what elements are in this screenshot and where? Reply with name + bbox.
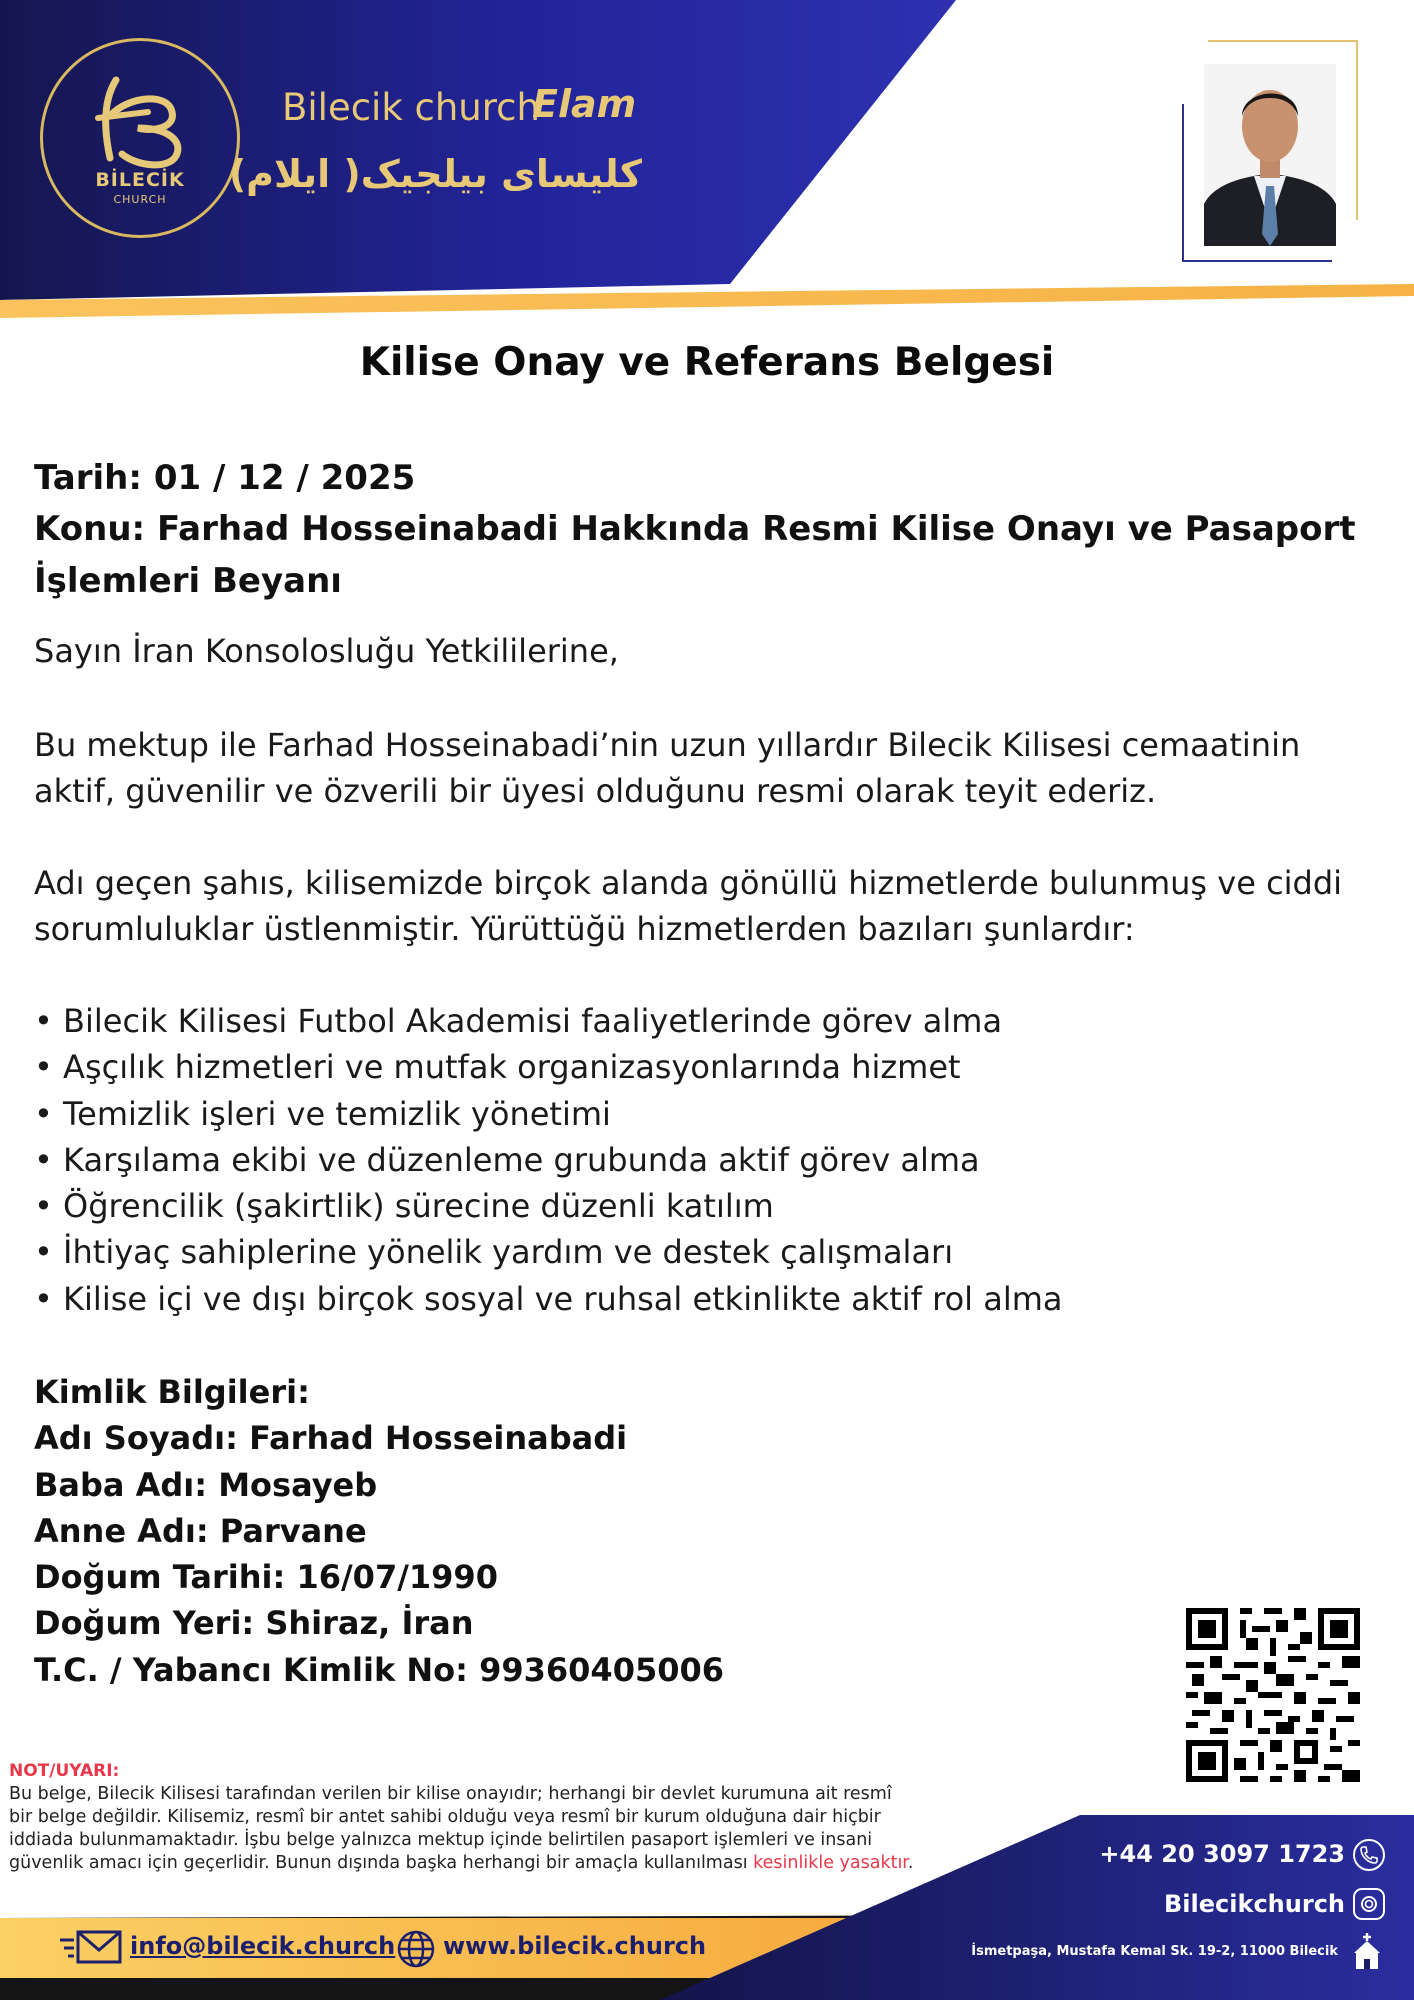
church-icon (1350, 1932, 1384, 1970)
paragraph-2-line2: sorumluluklar üstlenmiştir. Yürüttüğü hizmetlerden bazıları şunlardır: (34, 910, 1135, 948)
brand-elam: Elam (532, 82, 637, 126)
document-date: Tarih: 01 / 12 / 2025 (34, 458, 416, 498)
brand-name-persian: کلیسای بیلجیک( ایلام) (228, 152, 642, 196)
footer-phone[interactable]: +44 20 3097 1723 (1099, 1840, 1345, 1868)
service-item: • Aşçılık hizmetleri ve mutfak organizasyonlarında hizmet (34, 1048, 961, 1086)
document-subject-line2: İşlemleri Beyanı (34, 561, 342, 601)
service-item: • Temizlik işleri ve temizlik yönetimi (34, 1095, 611, 1133)
notice-line: bir belge değildir. Kilisemiz, resmî bir antet sahibi olduğu veya resmî bir kurum olduğuna dair hiçbir (9, 1807, 881, 1827)
service-item: • Öğrencilik (şakirtlik) sürecine düzenli katılım (34, 1187, 774, 1225)
service-item: • Kilise içi ve dışı birçok sosyal ve ruhsal etkinlikte aktif rol alma (34, 1280, 1063, 1318)
instagram-icon (1352, 1887, 1386, 1921)
logo-subtext: CHURCH (113, 193, 167, 206)
paragraph-2-line1: Adı geçen şahıs, kilisemizde birçok alanda gönüllü hizmetlerde bulunmuş ve ciddi (34, 864, 1343, 902)
service-item: • Karşılama ekibi ve düzenleme grubunda aktif görev alma (34, 1141, 980, 1179)
identity-mother: Anne Adı: Parvane (34, 1512, 367, 1550)
logo-wordmark: BİLECİK (95, 169, 185, 191)
footer-website-link[interactable]: www.bilecik.church (443, 1932, 707, 1960)
footer-email-link[interactable]: info@bilecik.church (130, 1932, 396, 1960)
document-title: Kilise Onay ve Referans Belgesi (359, 340, 1055, 385)
footer-address: İsmetpaşa, Mustafa Kemal Sk. 19-2, 11000 Bilecik (971, 1944, 1338, 1959)
qr-code[interactable] (1186, 1608, 1360, 1782)
service-item: • İhtiyaç sahiplerine yönelik yardım ve destek çalışmaları (34, 1233, 954, 1271)
portrait-photo (1204, 64, 1336, 246)
church-logo-icon (88, 66, 198, 176)
salutation: Sayın İran Konsolosluğu Yetkililerine, (34, 632, 619, 670)
mail-icon (58, 1928, 124, 1968)
notice-emphasis: kesinlikle yasaktır (753, 1853, 908, 1873)
notice-heading: NOT/UYARI: (9, 1761, 120, 1781)
identity-name: Adı Soyadı: Farhad Hosseinabadi (34, 1419, 628, 1457)
identity-father: Baba Adı: Mosayeb (34, 1466, 378, 1504)
identity-birth-date: Doğum Tarihi: 16/07/1990 (34, 1558, 498, 1596)
identity-heading: Kimlik Bilgileri: (34, 1373, 310, 1411)
brand-name-english: Bilecik church (282, 86, 540, 129)
identity-id-number: T.C. / Yabancı Kimlik No: 99360405006 (34, 1651, 725, 1689)
notice-line: iddiada bulunmamaktadır. İşbu belge yalnızca mektup içinde belirtilen pasaport işlemleri ve insani (9, 1830, 873, 1850)
notice-line-text: güvenlik amacı için geçerlidir. Bunun dışında başka herhangi bir amaçla kullanılması (9, 1853, 754, 1873)
document-subject-line1: Konu: Farhad Hosseinabadi Hakkında Resmi Kilise Onayı ve Pasaport (34, 509, 1356, 549)
phone-icon (1352, 1838, 1386, 1872)
globe-icon (396, 1929, 436, 1969)
notice-line: Bu belge, Bilecik Kilisesi tarafından verilen bir kilise onayıdır; herhangi bir devlet kurumuna ait resmî (9, 1784, 892, 1804)
paragraph-1-line2: aktif, güvenilir ve özverili bir üyesi olduğunu resmi olarak teyit ederiz. (34, 772, 1157, 810)
notice-line-end: . (907, 1853, 914, 1873)
paragraph-1-line1: Bu mektup ile Farhad Hosseinabadi’nin uzun yıllardır Bilecik Kilisesi cemaatinin (34, 726, 1301, 764)
identity-birth-place: Doğum Yeri: Shiraz, İran (34, 1604, 474, 1642)
footer-instagram[interactable]: Bilecikchurch (1164, 1890, 1345, 1918)
service-item: • Bilecik Kilisesi Futbol Akademisi faaliyetlerinde görev alma (34, 1002, 1003, 1040)
